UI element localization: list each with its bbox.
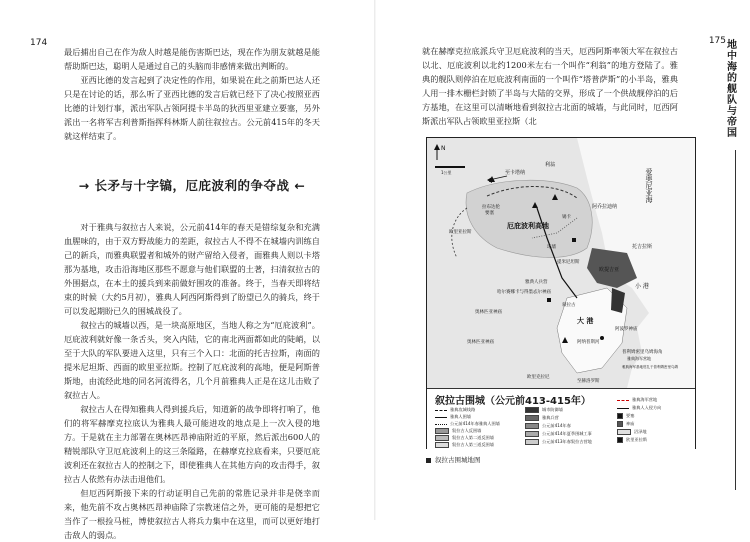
legend-swatch [435,417,447,418]
legend-label: 公元前414年春雅典人围墙 [450,421,500,426]
label-great-harbor: 大 港 [577,317,594,325]
legend-swatch [525,439,539,445]
label-euryelus: 欧里亚拉斯 [449,230,472,235]
label-apollo-temple: 阿波罗神庙 [615,327,638,332]
legend-item [435,414,471,420]
paragraph: 就在赫摩克拉底派兵守卫厄庇波利的当天，厄西阿斯率领大军在叙拉古以北、厄庇波利以北约1200米左右一个叫作“利翁”的地方登陆了。雅典的舰队则停泊在厄庇波利南面的一个叫作“塔普萨斯”的小半岛，雅典人用一排木栅栏封锁了半岛与大陆的交界，形成了一个供战舰停泊的后方基地，在这里可以清晰地看到叙拉古北面的城墙，与此同时，厄西阿斯派出军队占领欧里亚拉斯（北 [422,46,678,126]
legend-item [617,429,647,435]
label-athenian-naval-camp: 雅典海军营地 [627,356,651,361]
label-epipolae: 厄庇波利高地 [507,222,549,230]
legend-label: 欧里亚拉斯 [626,437,647,442]
label-to-catana: 至卡塔纳 [505,170,526,176]
label-achradina: 阿乔拉迪纳 [592,204,618,210]
legend-title: 叙拉古围城（公元前413-415年） [435,396,591,407]
legend-item [525,431,592,437]
legend-swatch [525,431,539,437]
paragraph: 亚西比德的发言起到了决定性的作用，如果说在此之前斯巴达人还只是在讨论的话，那么听了亚西比德的发言后就已经下了决心按照亚西比德的计划行事，派出军队占领阿提卡半岛的狄西里亚建立要塞，另外派出一名将军吉利普斯指挥科林斯人前往叙拉古。公元前415年的冬天就这样结束了。 [64,75,320,141]
paragraph: 对于雅典与叙拉古人来说，公元前414年的春天是错综复杂和充满血腥味的，由于双方野战能力的差距，叙拉古人不得不在城墙内训练自己的新兵，而雅典联盟者和城外的财产留给入侵者，面雅典人则以卡塔那为基地，攻击沿海地区那些不愿意与他们联盟的土著，扫清叙拉古的外围据点，在本土的援兵到来前做好围攻的准备。终于，当春天即将结束的时候（大约5月初），雅典人阿西阿斯得到了盼望已久的骑兵，终于可以发起期盼已久的围城战役了。 [64,222,320,316]
legend-swatch [435,428,449,434]
label-ortygia: 欧提吉亚 [599,267,620,273]
legend-label: 叙拉古人反围墙 [452,428,482,433]
section-heading: → 长矛与十字镐，厄庇波利的争夺战 ← [78,178,306,193]
legend-item [617,437,647,443]
legend-swatch [617,429,631,435]
legend-item [435,435,494,441]
legend-label: 雅典兵营 [542,415,559,420]
legend-item [525,423,571,429]
page-number-left: 174 [30,38,48,48]
legend-label: 公元前414年夏季围城工事 [542,431,592,436]
label-to-helorus: 至赫洛罗斯 [577,379,600,384]
caption-square-icon [426,458,431,463]
right-text-top [422,44,678,128]
scale-label: 1公里 [441,170,452,175]
running-title-vertical: 地中海的舰队与帝国 [727,40,737,139]
map-legend [427,388,695,449]
legend-label: 雅典海军营地 [632,397,658,402]
legend-label: 叙拉古人第二道反围墙 [452,435,494,440]
label-naval-note: 雅典海军基地驻扎于普利姆密里乌姆 [622,365,678,369]
legend-swatch [435,410,447,411]
label-small-harbor: 小 港 [635,283,649,290]
label-syke: 锡卡 [562,215,571,220]
legend-swatch [435,435,449,441]
label-demeter-temple: 哈尔赛娜卡与得墨忒尔神庙 [497,290,551,295]
legend-swatch [435,424,447,425]
legend-item [525,407,563,413]
label-temenites: 提米尼坦斯 [557,260,580,265]
label-athenian-camp: 雅典人兵营 [525,280,548,285]
legend-label: 雅典人入侵方向 [632,405,662,410]
label-labdalum: 拉布达伦 [482,205,500,210]
label-ionian-sea: 爱奥尼亚海 [645,168,653,203]
page-number-right: 175 [708,36,726,46]
label-syracuse: 叙拉古 [562,303,576,308]
left-text-top [64,45,320,143]
legend-label: 要塞 [626,413,635,418]
legend-swatch [617,421,623,427]
legend-item [435,442,494,448]
compass-label: N [441,145,446,152]
legend-label: 神庙 [626,421,635,426]
legend-item [525,439,592,445]
legend-swatch [435,442,449,448]
label-plemmyrium-cape: 普利姆密里乌姆海角 [622,350,663,355]
label-fort: 要塞 [485,211,494,216]
label-olympieum: 奥林匹亚神庙 [467,340,494,345]
legend-swatch [525,423,539,429]
legend-swatch [617,413,623,419]
legend-label: 雅典攻城线路 [450,407,476,412]
label-circle-wall: 环墙 [547,245,556,250]
legend-swatch [617,408,629,409]
left-text-bottom [64,220,320,542]
legend-item [617,421,634,427]
legend-item [617,413,634,419]
legend-label: 公元前413年春叙拉古营地 [542,439,592,444]
margin-rule [735,150,736,490]
legend-item [617,405,661,411]
paragraph: 但厄西阿斯接下来的行动证明自己先前的常胜记录并非是侥幸而来，他先前不攻占奥林匹昂神庙除了宗教迷信之外，更可能的是想把它当作了一根捡马桩，博使叙拉古人将兵力集中在这里，而可以更好地打击敌人的弱点。 [64,488,320,540]
legend-swatch [617,437,623,443]
label-leon: 利翁 [545,162,556,168]
legend-item [435,421,500,427]
legend-item [435,428,481,434]
legend-item [617,397,657,403]
right-page [376,0,750,520]
siege-map-figure [426,137,696,449]
legend-label: 雅典人围墙 [450,414,471,419]
paragraph: 叙拉古人在得知雅典人得到援兵后，知道新的战争即将打响了，他们的将军赫摩克拉底认为雅典人最可能进攻的地点是上一次入侵的地方。于是就在主力部署在奥林匹昂神庙附近的平原，然后派出600人的精锐部队守卫厄庇波利上的这三条隘路，在赫摩克拉底看来，只要厄庇波利还在叙拉古人的控制之下，即使雅典人在其他方向的攻击得手，叙拉古人依然有办法击退他们。 [64,404,320,484]
label-anapus-river: 阿纳普斯河 [577,340,600,345]
paragraph: 最后捕出自己在作为敌人时越是能伤害斯巴达，现在作为朋友就越是能帮助斯巴达，聪明人是通过自己的头脑而非感情来做出判断的。 [64,47,320,71]
legend-label: 城市防御墙 [542,407,563,412]
left-page [0,0,374,540]
legend-label: 叙拉古人第三道反围墙 [452,442,494,447]
legend-swatch [617,400,629,401]
legend-swatch [525,407,539,413]
legend-item [435,407,475,413]
paragraph: 叙拉古的城墙以西，是一块高原地区，当地人称之为“厄庇波利”。厄庇波利就好像一条舌头，突入内陆，它的南北两面都如此的陡峭，以至于大队的军队要进入这里，只有三个入口：北面的托吉拉斯，南面的提米尼坦斯、西面的欧里亚拉斯。控制了厄庇波利的高地，便是阿斯普斯地，由流经此地的同名河流得名，几个月前雅典人正是在这儿击败了叙拉古人。 [64,320,320,400]
legend-item [525,415,559,421]
label-olympieum-west: 奥林匹亚神庙 [475,310,502,315]
legend-label: 沼泽地 [634,429,647,434]
figure-caption [426,455,481,464]
legend-label: 公元前414年春 [542,423,571,428]
siege-map [427,138,695,388]
legend-swatch [525,415,539,421]
label-trogilus: 托吉拉斯 [632,244,653,250]
figure-caption-text: 叙拉古围城地图 [435,456,481,464]
label-road: 欧里克拉尼 [527,375,550,380]
